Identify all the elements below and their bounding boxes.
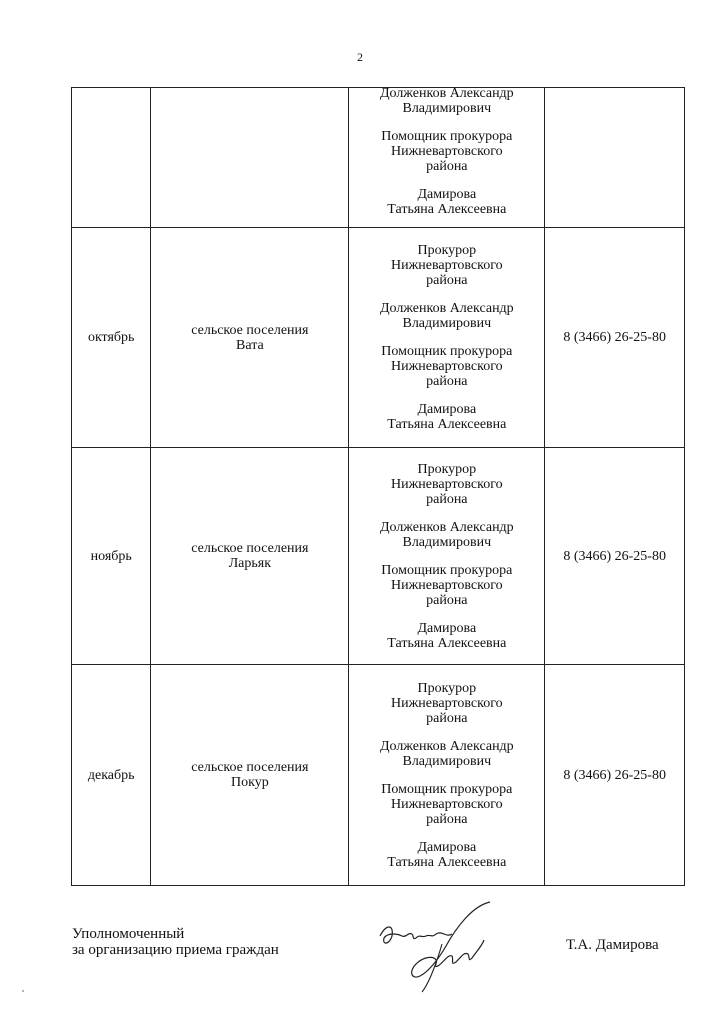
signatory-role-line2: за организацию приема граждан bbox=[72, 942, 279, 958]
table-row bbox=[72, 448, 685, 665]
place-cell: сельское поселения Покур bbox=[151, 665, 349, 886]
person-cell: Долженков Александр Владимирович Помощник прокурора Нижневартовского района Дамирова Татьяна Алексеевна bbox=[349, 88, 545, 228]
table-row bbox=[72, 665, 685, 886]
place-cell bbox=[151, 88, 349, 228]
place-cell: сельское поселения Ларьяк bbox=[151, 448, 349, 665]
page-number: 2 bbox=[357, 50, 363, 64]
signatory-role-line1: Уполномоченный bbox=[72, 926, 185, 942]
signatory-role bbox=[72, 926, 279, 958]
month-cell: декабрь bbox=[72, 665, 151, 886]
phone-cell: 8 (3466) 26-25-80 bbox=[545, 228, 685, 448]
phone-cell: 8 (3466) 26-25-80 bbox=[545, 665, 685, 886]
scan-speck bbox=[22, 990, 24, 992]
table-row bbox=[72, 228, 685, 448]
person-cell: Прокурор Нижневартовского района Долженков Александр Владимирович Помощник прокурора Нижневартовского района Дамирова Татьяна Алексеевна bbox=[349, 665, 545, 886]
person-cell: Прокурор Нижневартовского района Долженков Александр Владимирович Помощник прокурора Нижневартовского района Дамирова Татьяна Алексеевна bbox=[349, 228, 545, 448]
person-cell: Прокурор Нижневартовского района Долженков Александр Владимирович Помощник прокурора Нижневартовского района Дамирова Татьяна Алексеевна bbox=[349, 448, 545, 665]
month-cell: октябрь bbox=[72, 228, 151, 448]
month-cell bbox=[72, 88, 151, 228]
schedule-table bbox=[71, 87, 685, 886]
place-cell: сельское поселения Вата bbox=[151, 228, 349, 448]
handwritten-signature bbox=[372, 898, 492, 1003]
phone-cell bbox=[545, 88, 685, 228]
table-row bbox=[72, 88, 685, 228]
signatory-name: Т.А. Дамирова bbox=[566, 937, 659, 953]
month-cell: ноябрь bbox=[72, 448, 151, 665]
phone-cell: 8 (3466) 26-25-80 bbox=[545, 448, 685, 665]
